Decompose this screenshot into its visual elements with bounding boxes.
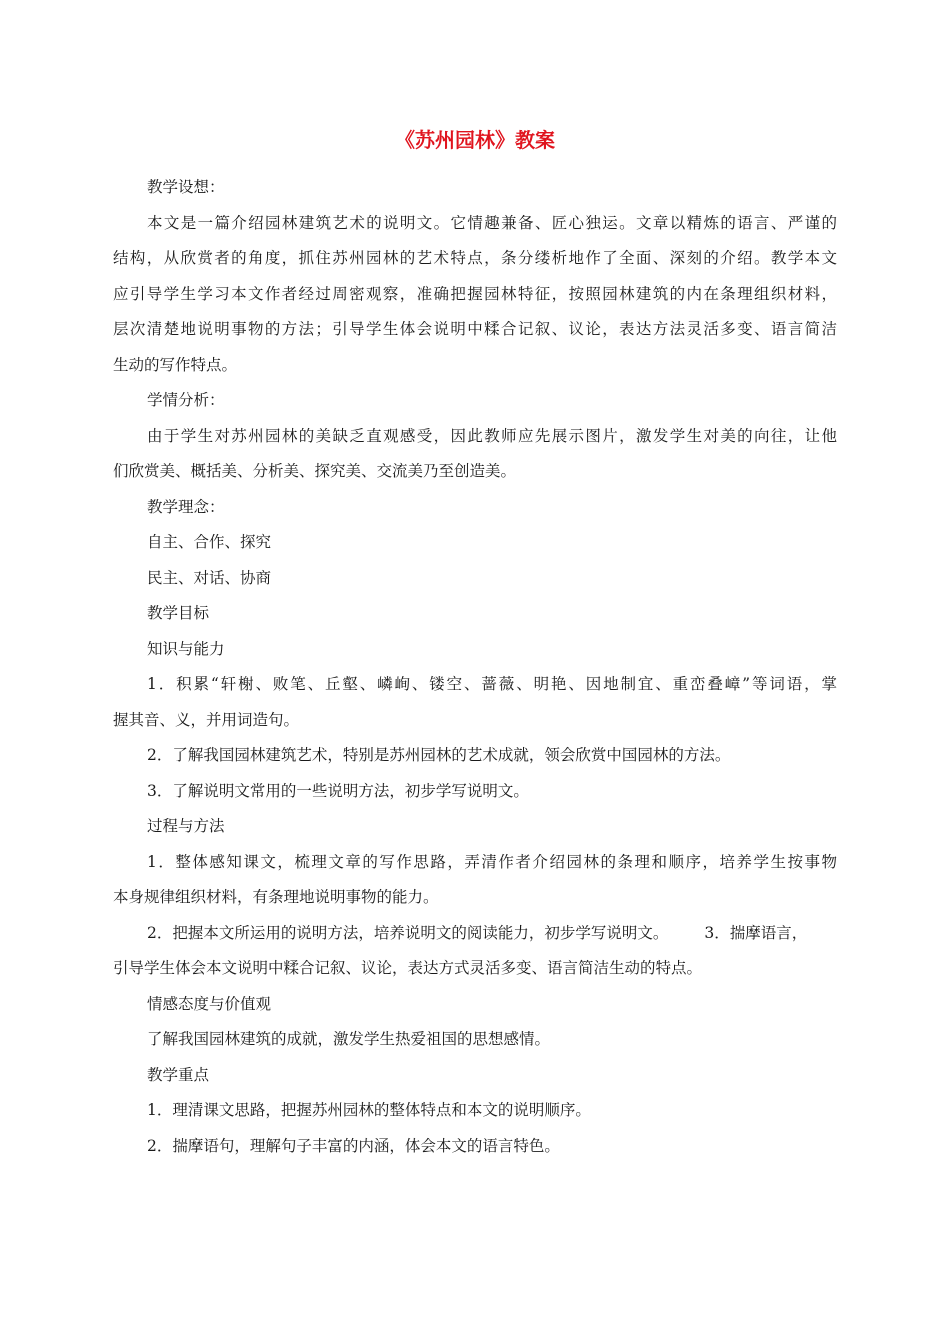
paragraph-line: 1．整体感知课文，梳理文章的写作思路，弄清作者介绍园林的条理和顺序，培养学生按事物 — [147, 852, 837, 871]
paragraph-line: 2．揣摩语句，理解句子丰富的内涵，体会本文的语言特色。 — [147, 1136, 560, 1155]
paragraph-line: 应引导学生学习本文作者经过周密观察，准确把握园林特征，按照园林建筑的内在条理组织材料， — [113, 284, 837, 303]
page-title: 《苏州园林》教案 — [395, 128, 555, 152]
paragraph-line: 1．积累“轩榭、败笔、丘壑、嶙峋、镂空、蔷薇、明艳、因地制宜、重峦叠嶂”等词语，掌 — [147, 675, 837, 693]
document-body — [113, 176, 837, 1170]
section-heading-design: 教学设想： — [147, 178, 225, 196]
paragraph-line: 生动的写作特点。 — [113, 355, 238, 374]
paragraph-line: 本身规律组织材料，有条理地说明事物的能力。 — [113, 888, 439, 906]
paragraph-line: 由于学生对苏州园林的美缺乏直观感受，因此教师应先展示图片，激发学生对美的向往，让他 — [147, 426, 837, 445]
section-heading-goals: 教学目标 — [147, 604, 210, 622]
paragraph-line: 引导学生体会本文说明中糅合记叙、议论，表达方式灵活多变、语言简洁生动的特点。 — [113, 959, 703, 977]
paragraph-line — [113, 922, 837, 958]
paragraph-line: 民主、对话、协商 — [147, 568, 272, 587]
paragraph-line-part: 3．揣摩语言， — [704, 923, 808, 942]
section-heading-analysis: 学情分析： — [147, 391, 225, 409]
paragraph-line: 2．了解我国园林建筑艺术，特别是苏州园林的艺术成就，领会欣赏中国园林的方法。 — [147, 746, 731, 764]
subsection-heading-process: 过程与方法 — [147, 817, 225, 835]
subsection-heading-knowledge: 知识与能力 — [147, 639, 225, 658]
paragraph-line: 1．理清课文思路，把握苏州园林的整体特点和本文的说明顺序。 — [147, 1101, 591, 1119]
paragraph-line: 了解我国园林建筑的成就，激发学生热爱祖国的思想感情。 — [147, 1030, 551, 1048]
subsection-heading-emotion: 情感态度与价值观 — [147, 994, 272, 1013]
section-heading-concept: 教学理念： — [147, 497, 225, 516]
paragraph-line: 们欣赏美、概括美、分析美、探究美、交流美乃至创造美。 — [113, 462, 517, 480]
paragraph-line: 本文是一篇介绍园林建筑艺术的说明文。它情趣兼备、匠心独运。文章以精炼的语言、严谨的 — [147, 213, 837, 232]
paragraph-line: 握其音、义，并用词造句。 — [113, 710, 300, 729]
paragraph-line: 结构，从欣赏者的角度，抓住苏州园林的艺术特点，条分缕析地作了全面、深刻的介绍。教学本文 — [113, 249, 837, 267]
section-heading-key: 教学重点 — [147, 1065, 210, 1084]
paragraph-line-part: 2．把握本文所运用的说明方法，培养说明文的阅读能力，初步学写说明文。 — [147, 923, 669, 942]
paragraph-line: 层次清楚地说明事物的方法；引导学生体会说明中糅合记叙、议论，表达方法灵活多变、语言简洁 — [113, 320, 837, 338]
paragraph-line: 3．了解说明文常用的一些说明方法，初步学写说明文。 — [147, 781, 529, 800]
paragraph-line: 自主、合作、探究 — [147, 533, 272, 551]
